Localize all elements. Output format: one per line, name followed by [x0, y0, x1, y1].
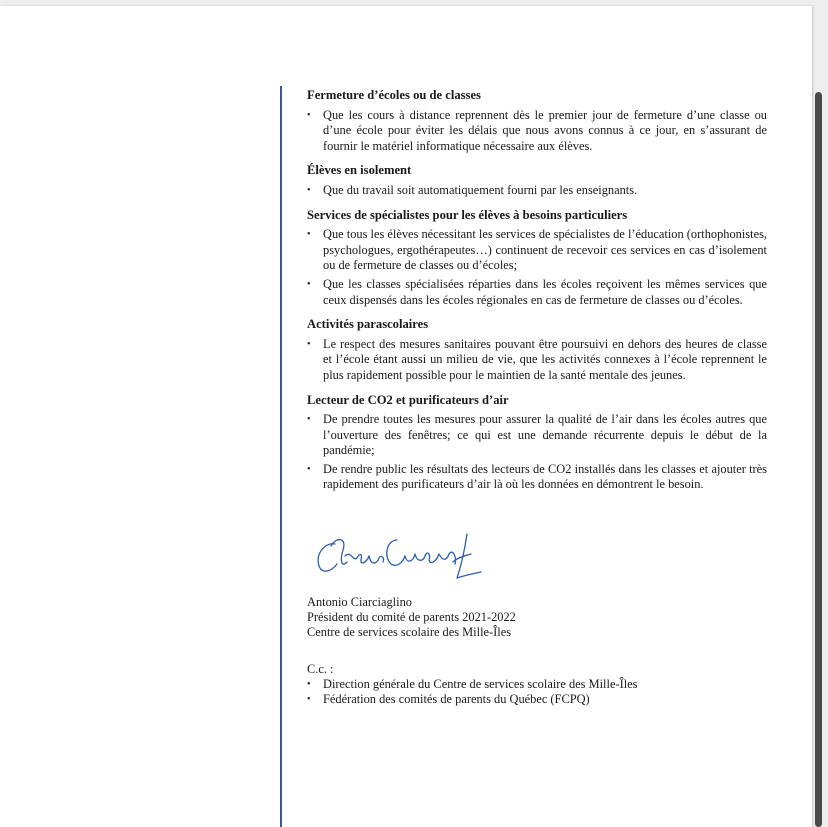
bullet-item: [307, 462, 767, 493]
bullet-text: Que les classes spécialisées réparties dans les écoles reçoivent les mêmes services que ceux dispensés dans les écoles régionales en cas de fermeture de classes ou d’écoles.: [323, 276, 767, 307]
bullet-item: [307, 277, 767, 308]
cc-label: C.c. :: [307, 661, 334, 676]
bullet-symbol: •: [307, 414, 311, 426]
signer-organization: Centre de services scolaire des Mille-Îles: [307, 624, 512, 639]
section-heading: Services de spécialistes pour les élèves à besoins particuliers: [307, 207, 628, 222]
bullet-text: De rendre public les résultats des lecteurs de CO2 installés dans les classes et ajouter très rapidement des purificateurs d’air là où les données en démontrent le besoin.: [323, 461, 767, 492]
section-specialists: [307, 208, 767, 309]
cc-block: [307, 662, 767, 707]
cc-item-text: Direction générale du Centre de services scolaire des Mille-Îles: [323, 676, 638, 691]
bullet-symbol: •: [307, 184, 311, 196]
bullet-item: [307, 337, 767, 384]
signer-name: Antonio Ciarciaglino: [307, 594, 412, 609]
cc-item: [307, 692, 767, 707]
handwritten-signature: [307, 532, 497, 594]
section-heading: Élèves en isolement: [307, 163, 412, 178]
letter-content: [307, 88, 767, 707]
bullet-symbol: •: [307, 278, 311, 290]
section-isolation: [307, 163, 767, 198]
signer-title: Président du comité de parents 2021-2022: [307, 609, 516, 624]
bullet-symbol: •: [307, 463, 311, 475]
bullet-symbol: •: [307, 693, 311, 705]
cc-item: [307, 677, 767, 692]
bullet-symbol: •: [307, 338, 311, 350]
section-school-closure: [307, 88, 767, 154]
bullet-symbol: •: [307, 229, 311, 241]
bullet-symbol: •: [307, 678, 311, 690]
margin-rule: [280, 86, 282, 827]
section-heading: Activités parascolaires: [307, 317, 429, 332]
cc-item-text: Fédération des comités de parents du Québec (FCPQ): [323, 691, 590, 706]
bullet-item: [307, 227, 767, 274]
bullet-text: Que tous les élèves nécessitant les services de spécialistes de l’éducation (orthophonistes, psychologues, ergothérapeutes…) continuent de recevoir ces services en cas d’isolement ou de fermeture de classes ou d’écoles;: [323, 227, 767, 273]
section-air-quality: [307, 393, 767, 494]
signer-block: [307, 595, 767, 640]
bullet-item: [307, 183, 767, 199]
section-heading: Lecteur de CO2 et purificateurs d’air: [307, 392, 509, 407]
bullet-text: Le respect des mesures sanitaires pouvant être poursuivi en dehors des heures de classe et l’école étant aussi un milieu de vie, que les activités connexes à l’école reprennent le plus rapidement possible pour le maintien de la santé mentale des jeunes.: [323, 336, 767, 382]
bullet-symbol: •: [307, 109, 311, 121]
bullet-text: Que du travail soit automatiquement fourni par les enseignants.: [323, 182, 638, 197]
section-extracurricular: [307, 317, 767, 383]
bullet-text: Que les cours à distance reprennent dès le premier jour de fermeture d’une classe ou d’une école pour éviter les délais que nous avons connus à ce jour, en s’assurant de fournir le matériel informatique nécessaire aux élèves.: [323, 107, 767, 153]
bullet-text: De prendre toutes les mesures pour assurer la qualité de l’air dans les écoles autres que l’ouverture des fenêtres; ce qui est une demande récurrente depuis le début de la pandémie;: [323, 412, 767, 458]
bullet-item: [307, 412, 767, 459]
bullet-item: [307, 108, 767, 155]
section-heading: Fermeture d’écoles ou de classes: [307, 88, 481, 102]
vertical-scrollbar[interactable]: [815, 92, 822, 827]
